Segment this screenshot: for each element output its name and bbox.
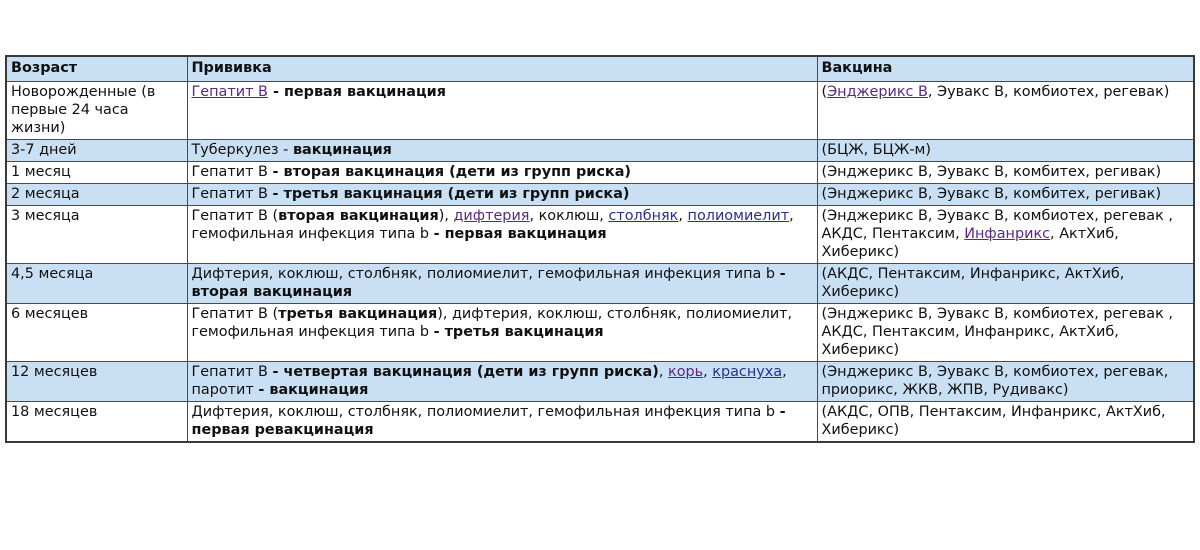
disease-link[interactable]: столбняк: [608, 208, 679, 224]
cell-text: (Энджерикс В, Эувакс В, комбиотех, регевак , АКДС, Пентаксим, Инфанрикс, АктХиб, Хиберикс): [821, 306, 1173, 358]
cell-text: Гепатит В: [191, 186, 273, 202]
table-row: [6, 304, 1194, 362]
vaccine-cell: [817, 82, 1194, 140]
cell-text: , Эувакс В, комбиотех, регевак): [927, 84, 1170, 100]
vaccination-schedule-table: [5, 55, 1195, 443]
age-cell: 2 месяца: [6, 184, 187, 206]
bold-text: первая вакцинация: [283, 84, 446, 100]
vaccination-cell: [187, 206, 817, 264]
table-row: [6, 206, 1194, 264]
cell-text: ), дифтерия, коклюш, столбняк, полиомиелит, гемофильная инфекция типа b: [191, 306, 793, 340]
cell-text: Дифтерия, коклюш, столбняк, полиомиелит, гемофильная инфекция типа b: [191, 404, 780, 420]
age-cell: 4,5 месяца: [6, 264, 187, 304]
disease-link[interactable]: Инфанрикс: [964, 226, 1051, 242]
vaccination-cell: [187, 402, 817, 443]
cell-text: (Энджерикс В, Эувакс В, комбиотех, регевак , АКДС, Пентаксим,: [821, 208, 1173, 242]
bold-text: - четвертая вакцинация (дети из групп риска): [272, 364, 659, 380]
age-cell: 12 месяцев: [6, 362, 187, 402]
cell-text: ),: [438, 208, 454, 224]
table-row: [6, 82, 1194, 140]
vaccine-cell: [817, 264, 1194, 304]
disease-link[interactable]: дифтерия: [453, 208, 530, 224]
vaccine-cell: [817, 184, 1194, 206]
bold-text: третья вакцинация: [278, 306, 438, 322]
cell-text: , коклюш,: [529, 208, 609, 224]
cell-text: , гемофильная инфекция типа b: [191, 208, 794, 242]
bold-text: - вакцинация: [258, 382, 369, 398]
bold-text: - вторая вакцинация: [191, 266, 786, 300]
vaccination-cell: [187, 264, 817, 304]
table-body: [6, 82, 1194, 443]
vaccine-cell: [817, 362, 1194, 402]
cell-text: (: [821, 84, 828, 100]
cell-text: ,: [703, 364, 713, 380]
disease-link[interactable]: Энджерикс В: [827, 84, 928, 100]
cell-text: , паротит: [191, 364, 787, 398]
cell-text: (Энджерикс В, Эувакс В, комбитех, регивак): [821, 164, 1162, 180]
cell-text: ,: [658, 364, 668, 380]
vaccine-cell: [817, 162, 1194, 184]
age-cell: Новорожденные (в первые 24 часа жизни): [6, 82, 187, 140]
cell-text: (Энджерикс В, Эувакс В, комбиотех, регевак, приорикс, ЖКВ, ЖПВ, Рудивакс): [821, 364, 1169, 398]
vaccination-cell: [187, 304, 817, 362]
bold-text: вторая вакцинация: [278, 208, 439, 224]
cell-text: ,: [678, 208, 688, 224]
vaccination-cell: [187, 184, 817, 206]
vaccination-cell: [187, 82, 817, 140]
age-cell: 1 месяц: [6, 162, 187, 184]
column-header-vaccine: Вакцина: [817, 56, 1194, 82]
table-row: [6, 162, 1194, 184]
vaccine-cell: [817, 206, 1194, 264]
age-cell: 3 месяца: [6, 206, 187, 264]
age-cell: 6 месяцев: [6, 304, 187, 362]
schedule-table-container: [5, 55, 1195, 443]
age-cell: 3-7 дней: [6, 140, 187, 162]
cell-text: Туберкулез -: [191, 142, 293, 158]
bold-text: - третья вакцинация: [433, 324, 604, 340]
cell-text: (Энджерикс В, Эувакс В, комбитех, регивак): [821, 186, 1162, 202]
bold-text: - первая ревакцинация: [191, 404, 786, 438]
cell-text: (АКДС, ОПВ, Пентаксим, Инфанрикс, АктХиб, Хиберикс): [821, 404, 1166, 438]
vaccine-cell: [817, 140, 1194, 162]
table-row: [6, 264, 1194, 304]
cell-text: Дифтерия, коклюш, столбняк, полиомиелит, гемофильная инфекция типа b: [191, 266, 780, 282]
cell-text: , АктХиб, Хиберикс): [821, 226, 1119, 260]
cell-text: Гепатит В (: [191, 306, 279, 322]
table-row: [6, 362, 1194, 402]
table-header-row: [6, 56, 1194, 82]
vaccine-cell: [817, 402, 1194, 443]
disease-link[interactable]: корь: [668, 364, 704, 380]
vaccine-cell: [817, 304, 1194, 362]
bold-text: - третья вакцинация (дети из групп риска): [272, 186, 630, 202]
cell-text: (АКДС, Пентаксим, Инфанрикс, АктХиб, Хиберикс): [821, 266, 1125, 300]
column-header-age: Возраст: [6, 56, 187, 82]
disease-link[interactable]: краснуха: [712, 364, 783, 380]
disease-link[interactable]: полиомиелит: [687, 208, 790, 224]
bold-text: -: [267, 84, 284, 100]
cell-text: Гепатит В (: [191, 208, 279, 224]
vaccination-cell: [187, 162, 817, 184]
disease-link[interactable]: Гепатит В: [191, 84, 268, 100]
column-header-vaccination: Прививка: [187, 56, 817, 82]
bold-text: - первая вакцинация: [433, 226, 607, 242]
table-row: [6, 140, 1194, 162]
cell-text: Гепатит В: [191, 164, 273, 180]
age-cell: 18 месяцев: [6, 402, 187, 443]
table-row: [6, 184, 1194, 206]
vaccination-cell: [187, 362, 817, 402]
table-row: [6, 402, 1194, 443]
bold-text: - вторая вакцинация (дети из групп риска): [272, 164, 631, 180]
cell-text: (БЦЖ, БЦЖ-м): [821, 142, 932, 158]
cell-text: Гепатит В: [191, 364, 273, 380]
vaccination-cell: [187, 140, 817, 162]
bold-text: вакцинация: [292, 142, 392, 158]
